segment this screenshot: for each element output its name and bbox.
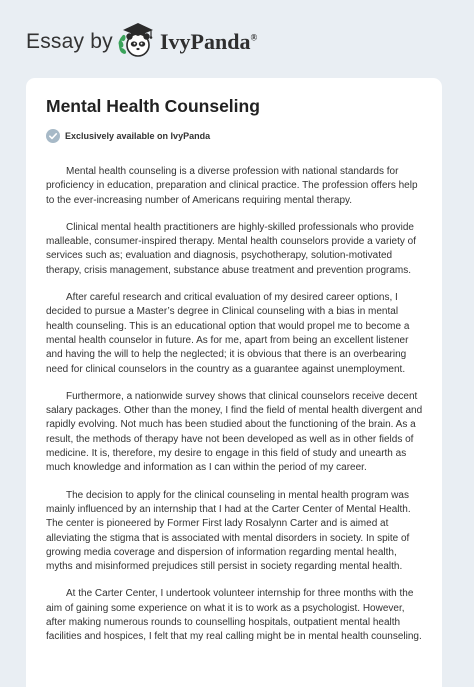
paragraph: At the Carter Center, I undertook volunteer internship for three months with the aim of gaining some experience on what it is to work as a psychologist. However, after making numerous rounds to counselling hospitals, outpatient mental health facilities and hospices, I felt that my real calling might be in mental health counseling. — [46, 588, 422, 643]
essay-card — [26, 78, 442, 687]
brand-name[interactable] — [160, 29, 257, 55]
paragraph: Furthermore, a nationwide survey shows that clinical counselors receive decent salary packages. Other than the money, I find the field of mental health divergent and rapidly evolving. Not much has been studied about the functioning of the brain. As a result, the methods of therapy have not been developed as well as in other fields of medicine. It is, therefore, my desire to engage in this field of study and unearth as much knowledge and information as I can within the period of my career. — [46, 390, 423, 474]
exclusive-badge — [46, 129, 210, 143]
paragraph: After careful research and critical evaluation of my desired career options, I decided to pursue a Master’s degree in Clinical counseling with a bias in mental health counseling. This is an educational option that would propel me to become a mental health counselor in future. As for me, apart from being an excellent listener and having the will to help the neglected; it is obvious that there is an overbearing need for clinical counselors in the country as a guarantee against unemployment. — [46, 292, 410, 375]
essay-body — [46, 165, 425, 658]
panda-graduation-cap-icon[interactable] — [116, 20, 158, 62]
essay-by-label: Essay by — [26, 30, 113, 53]
site-header — [0, 0, 474, 78]
trademark-symbol: ® — [250, 32, 258, 43]
paragraph: Mental health counseling is a diverse profession with national standards for proficiency in education, preparation and clinical practice. The profession offers help to the ever-increasing number of Americans requiring mental therapy. — [46, 166, 418, 206]
paragraph: The decision to apply for the clinical counseling in mental health program was mainly influenced by an internship that I had at the Carter Center of Mental Health. The center is pioneered by Former First lady Rosalynn Carter and is aimed at alleviating the stigma that is associated with mental disorders in society. In spite of growing media coverage and dispersion of information regarding mental health, myths and misinformed prejudices still persist in society regarding mental health. — [46, 489, 411, 573]
exclusive-badge-text: Exclusively available on IvyPanda — [65, 131, 211, 141]
paragraph: Clinical mental health practitioners are highly-skilled professionals who provide malleable, consumer-inspired therapy. Mental health counselors provide a variety of services such as; evaluation and diagnosis, psychotherapy, solution-motivated therapy, crisis management, substance abuse treatment and prevention programs. — [46, 221, 417, 276]
check-circle-icon — [46, 129, 60, 143]
page-title: Mental Health Counseling — [46, 96, 260, 116]
brand-name-text: IvyPanda — [160, 29, 251, 54]
